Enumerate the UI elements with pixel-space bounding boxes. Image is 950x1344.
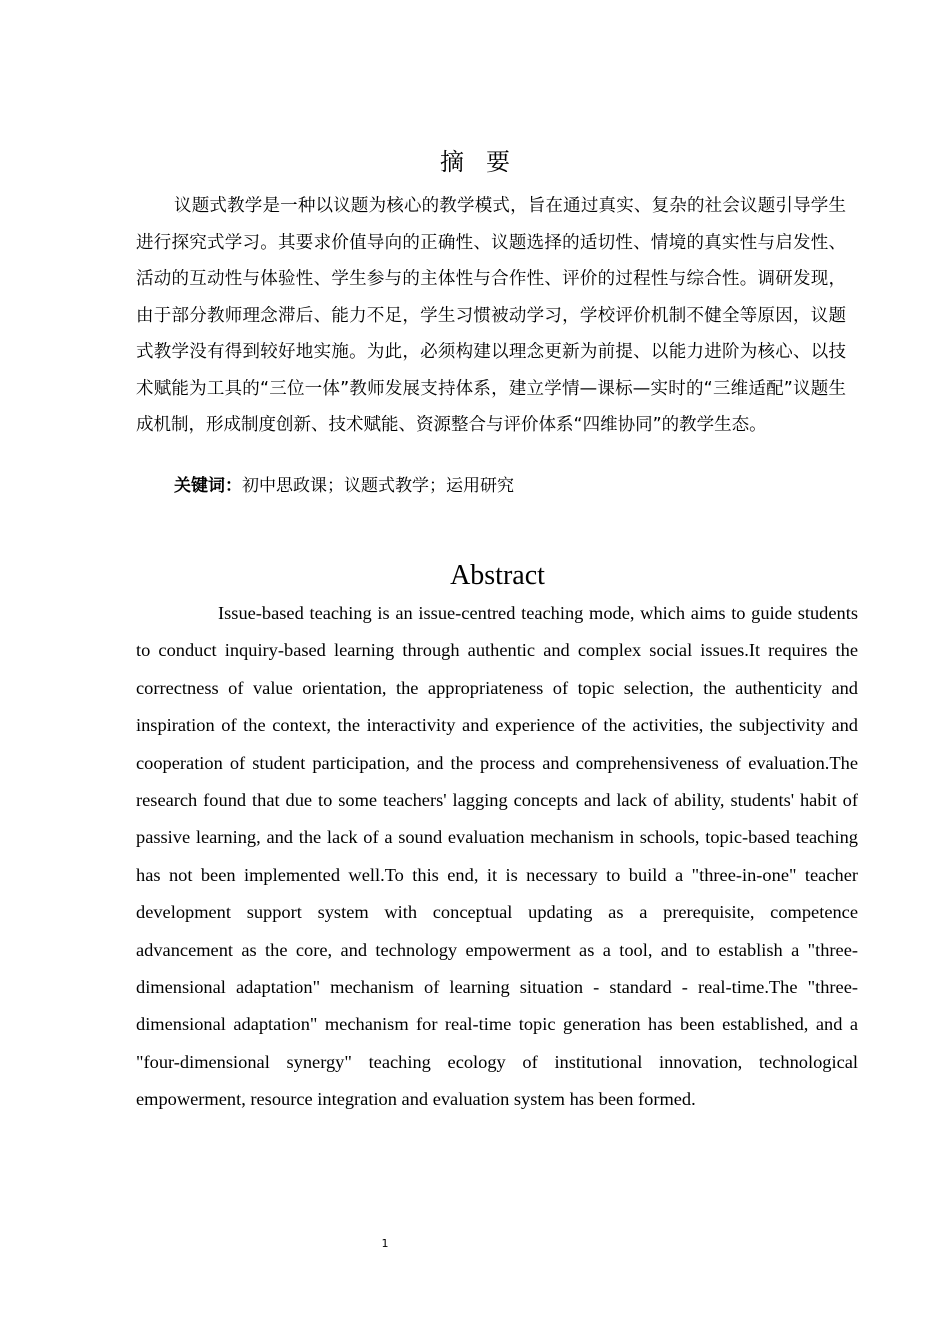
chinese-keywords <box>174 468 514 504</box>
chinese-abstract-title: 摘要 <box>440 148 532 176</box>
keywords-value: 初中思政课；议题式教学；运用研究 <box>242 476 514 496</box>
chinese-abstract-body: 议题式教学是一种以议题为核心的教学模式，旨在通过真实、复杂的社会议题引导学生进行探究式学习。其要求价值导向的正确性、议题选择的适切性、情境的真实性与启发性、活动的互动性与体验性、学生参与的主体性与合作性、评价的过程性与综合性。调研发现，由于部分教师理念滞后、能力不足，学生习惯被动学习，学校评价机制不健全等原因，议题式教学没有得到较好地实施。为此，必须构建以理念更新为前提、以能力进阶为核心、以技术赋能为工具的“三位一体”教师发展支持体系，建立学情—课标—实时的“三维适配”议题生成机制，形成制度创新、技术赋能、资源整合与评价体系“四维协同”的教学生态。 <box>136 196 846 435</box>
page-number: 1 <box>381 1237 389 1250</box>
english-abstract-title: Abstract <box>450 560 545 591</box>
english-abstract-body: Issue-based teaching is an issue-centred teaching mode, which aims to guide students to conduct inquiry-based learning through authentic and complex social issues.It requires the correctness of value orientation, the appropriateness of topic selection, the authenticity and inspiration of the context, the interactivity and experience of the activities, the subjectivity and cooperation of student participation, and the process and comprehensiveness of evaluation.The research found that due to some teachers' lagging concepts and lack of ability, students' habit of passive learning, and the lack of a sound evaluation mechanism in schools, topic-based teaching has not been implemented well.To this end, it is necessary to build a "three-in-one" teacher development support system with conceptual updating as a prerequisite, competence advancement as the core, and technology empowerment as a tool, and to establish a "three-dimensional adaptation" mechanism of learning situation - standard - real-time.The "three-dimensional adaptation" mechanism for real-time topic generation has been established, and a "four-dimensional synergy" teaching ecology of institutional innovation, technological empowerment, resource integration and evaluation system has been formed. <box>136 603 858 1110</box>
keywords-label: 关键词： <box>174 476 242 496</box>
